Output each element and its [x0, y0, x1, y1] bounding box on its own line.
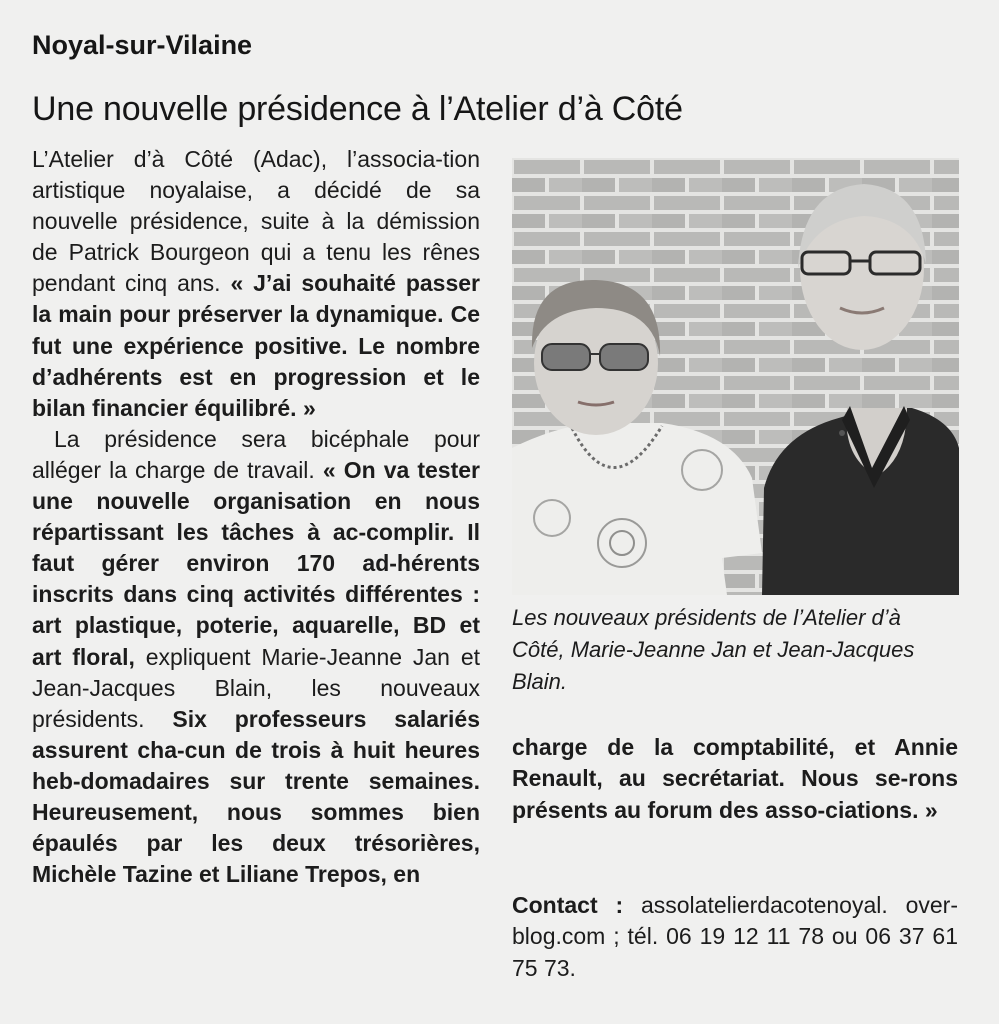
paragraph-1-intro: L’Atelier d’à Côté (Adac), l’associa-tion artistique noyalaise, a décidé de sa nouvelle présidence, suite à la démission de Patrick Bourgeon qui a tenu les rênes pendant cinq ans. [32, 146, 480, 297]
left-column [32, 144, 480, 890]
paragraph-2-quote-b: Six professeurs salariés assurent cha-cun de trois à huit heures heb-domadaires sur trente semaines. Heureusement, nous sommes bien épaulés par les deux trésorières, Michèle Tazine et Liliane Trepos, en [32, 705, 480, 888]
paragraph-2-quote-a: « On va tester une nouvelle organisation en nous répartissant les tâches à ac-complir. Il faut gérer environ 170 ad-hérents inscrits dans cinq activités différentes : art plastique, poterie, aquarelle, BD et art floral, [32, 456, 480, 670]
paragraph-2-intro: La présidence sera bicéphale pour alléger la charge de travail. [32, 425, 480, 483]
paragraph-1 [32, 144, 480, 424]
photo-two-people-brick-wall-icon [512, 158, 959, 595]
photo-caption: Les nouveaux présidents de l’Atelier d’à Côté, Marie-Jeanne Jan et Jean-Jacques Blain. [512, 605, 915, 694]
right-column [512, 732, 958, 826]
paragraph-3 [512, 732, 958, 826]
contact-details: assolatelierdacotenoyal. over-blog.com ; tél. 06 19 12 11 78 ou 06 37 61 75 73. [512, 892, 958, 981]
paragraph-2-attribution: expliquent Marie-Jeanne Jan et Jean-Jacques Blain, les nouveaux présidents. [32, 643, 480, 732]
paragraph-1-quote: « J’ai souhaité passer la main pour préserver la dynamique. Ce fut une expérience positive. Le nombre d’adhérents est en progression et le bilan financier équilibré. » [32, 270, 480, 421]
contact-label: Contact : [512, 892, 624, 918]
paragraph-2 [32, 424, 480, 890]
headline: Une nouvelle présidence à l’Atelier d’à Côté [32, 90, 683, 128]
paragraph-3-quote: charge de la comptabilité, et Annie Renault, au secrétariat. Nous se-rons présents au forum des asso-ciations. » [512, 734, 958, 823]
contact-block [512, 890, 958, 984]
kicker-location: Noyal-sur-Vilaine [32, 30, 253, 60]
article-photo [512, 158, 959, 595]
